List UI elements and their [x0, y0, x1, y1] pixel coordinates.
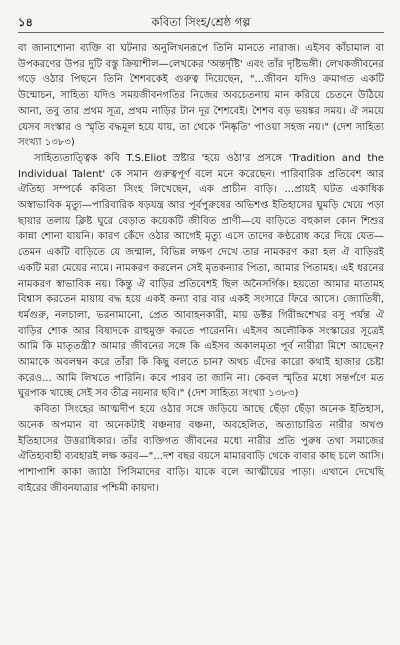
page-body [18, 41, 384, 496]
paragraph: বা জানাশোনা ব্যক্তি বা ঘটনার অনুলিখনরূপে তিনি মানতে নারাজ। এইসব কাঁচামাল বা উপকরণের উপর দুটি বস্তু ক্রিয়াশীল—লেখকের 'অন্তর্দৃষ্টি' এবং তাঁর দৃষ্টিভঙ্গী। লেখকজীবনের গড়ে ওঠার পিছনে তিনি শৈশবকেই গুরুত্ব দিয়েছেন, "...জীবন যদিও ক্রমাগত একটি উন্মোচন, সাহিত্য যদিও সময়জীবনগতির নিজের অবচেতনায় মান করিয়ে চেতনে উঠিয়ে আনা, তবু তার প্রথম সূত্র, প্রথম নাড়ির টান দূর শৈশবেই। শৈশব বড় ভয়ঙ্কর সময়। ঐ সময়ে যেসব সংস্কার ও স্মৃতি বদ্ধমূল হয়ে যায়, তা থেকে 'নিষ্কৃতি' পাওয়া সহজ নয়।" (দেশ সাহিত্য সংখ্যা ১৩৮৩) [18, 43, 384, 149]
running-title: কবিতা সিংহ/শ্রেষ্ঠ গল্প [151, 15, 251, 29]
page-number: ১৪ [18, 15, 33, 29]
paragraph: সাহিত্যতাত্ত্বিক কবি T.S.Eliot স্রষ্টার 'হয়ে ওঠা'র প্রসঙ্গে 'Tradition and the Individual Talent' কে সমান গুরুত্বপূর্ণ বলে মনে করেছেন। পারিবারিক প্রতিবেশ আর ঐতিহ্য সম্পর্কে কবিতা সিংহ লিখেছেন, এক প্রাচীন বাড়ি। ...প্রায়ই ঘটত একাধিক অস্বাভাবিক মৃত্যু—পারিবারিক ষড়যন্ত্র আর পূর্বপুরুষের অভিশপ্ত ইতিহাসের ঘুমড়ি খেয়ে পড়া ছায়ার তলায় ক্লিষ্ট ঘুরে বেড়াত কয়েকটি জীবিত প্রাণী—যে বাড়িতে বহুকাল কোন শিশুর কান্না শোনা যায়নি। কারণ কেঁদে ওঠার আগেই মৃত্যু এসে তাদের কণ্ঠরোধ করে দিয়ে যেত—তেমন একটি বাড়িতে যে জন্মাল, বিভিন্ন লক্ষণ দেখে তার নামকরণ করা হল ঐ বাড়িরই একটি মরা মেয়ের নামে। নামকরণ করলেন সেই মৃতকন্যার পিতা, আমার পিতামহ। এই ধরনের নামকরণ স্বাভাবিক নয়। কিন্তু ঐ বাড়ির প্রতিবেশই ছিল অনৈসর্গিক। হয়তো আমার মাতামহ বিশ্বাস করতেন মায়ায় বদ্ধ হয়ে একই কন্যা বার বার একই সংসারে ফিরে আসে। জ্যোতিষী, ধর্মগুরু, নলচালা, ভরনামানো, প্রেত আবাহনকারী, মায় ডক্টর গিরীন্দ্রশেখর বসু পর্যন্ত ঐ বাড়ির শোক আর বিষাদকে রাহুমুক্ত করতে পারেননি। এইসব অলৌকিক সংস্কারের সূত্রেই আমি কি মাতৃতন্ত্রী? আমার জীবনের সঙ্গে কি এইসব অকালমৃতা পূর্ব নারীরা মিশে আছেন? আমাকে অবলম্বন করে তাঁরা কি কিছু বলতে চান? অথচ এঁদের কারো কথাই হাজার চেষ্টা করেও... আমি লিখতে পারিনি। কবে পারব তা জানি না। কেবল স্মৃতির মধ্যে সন্তর্পণে মত ঘুরপাক খাচ্ছে সেই সব তীব্র নয়নার ছবি।" (দেশ সাহিত্য সংখ্যা ১৩৮৩) [18, 152, 384, 400]
paragraph: কবিতা সিংহের আত্মদীপ হয়ে ওঠার সঙ্গে জড়িয়ে আছে ছেঁড়া ছেঁড়া অনেক ইতিহাস, অনেক অপমান বা অনেকটাই বঞ্চনার বঞ্চনা, অবহেলিত, অত্যাচারিত নারীর অখণ্ড ইতিহাসের উত্তরাধিকার। তাঁর ব্যক্তিগত জীবনের মধ্যে নারীর প্রতি পুরুষ তথা সমাজের ঐতিহ্যবাহী ব্যবহারই লক্ষ করব—"...দশ বছর বয়সে মামারবাড়ি থেকে বাবার কাছ চলে আসি। পাশাপাশি কাকা জ্যাঠা পিসিমাদের বাড়ি। যাকে বলে আত্মীয়ের পাড়া। এখানে দেখেছি বাইরের জীবনযাত্রার পশ্চিমী কায়দা। [18, 404, 384, 494]
page-header [18, 14, 384, 33]
